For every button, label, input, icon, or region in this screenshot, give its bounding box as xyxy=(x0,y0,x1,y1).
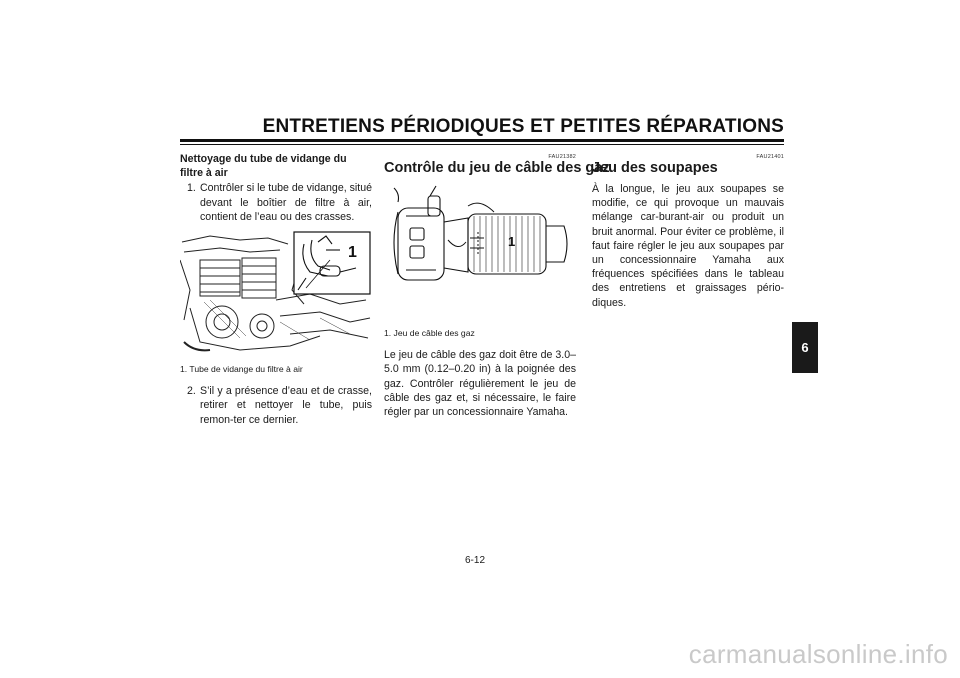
step-number: 1. xyxy=(187,182,196,195)
step-text: Contrôler si le tube de vidange, situé devant le boîtier de filtre à air, contient de l’eau ou des crasses. xyxy=(200,182,372,223)
valve-body: À la longue, le jeu aux soupapes se modifie, ce qui provoque un mauvais mélange car-burant-air ou produit un bruit anormal. Pour éviter ce problème, il faut faire régler le jeu aux soupapes par un concessionnaire Yamaha aux fréquences spécifiées dans le tableau des entretiens et graissages pério-diques. xyxy=(592,183,784,309)
header-rule-thin xyxy=(180,144,784,145)
header-rule-thick xyxy=(180,139,784,142)
throttle-body: Le jeu de câble des gaz doit être de 3.0–5.0 mm (0.12–0.20 in) à la poignée des gaz. Contrôler régulièrement le jeu de câble des gaz et, si nécessaire, le faire régler par un concessionnaire Yamaha. xyxy=(384,349,576,419)
step-2 xyxy=(180,384,372,427)
step-1 xyxy=(180,181,372,224)
figure-caption: 1. Jeu de câble des gaz xyxy=(384,328,475,338)
figure-label: 1 xyxy=(508,234,516,249)
air-filter-subheading: Nettoyage du tube de vidange du filtre à air xyxy=(180,153,347,180)
page-title: ENTRETIENS PÉRIODIQUES ET PETITES RÉPARATIONS xyxy=(262,116,784,137)
step-text: S’il y a présence d’eau et de crasse, retirer et nettoyer le tube, puis remon-ter ce dernier. xyxy=(200,385,372,426)
watermark: carmanualsonline.info xyxy=(688,639,948,669)
valve-heading: Jeu des soupapes xyxy=(592,160,718,176)
figure-label: 1 xyxy=(348,244,357,262)
throttle-grip-illustration xyxy=(384,182,576,290)
column-valve-clearance xyxy=(592,152,784,310)
column-air-filter-drain xyxy=(180,152,372,427)
step-number: 2. xyxy=(187,385,196,398)
reference-code: FAU21401 xyxy=(756,154,784,160)
engine-illustration xyxy=(180,230,372,356)
chapter-tab: 6 xyxy=(792,322,818,373)
page-number: 6-12 xyxy=(465,555,486,566)
column-throttle-cable xyxy=(384,152,610,419)
reference-code: FAU21382 xyxy=(548,154,576,160)
figure-caption: 1. Tube de vidange du filtre à air xyxy=(180,364,303,375)
throttle-heading: Contrôle du jeu de câble des gaz xyxy=(384,160,610,176)
